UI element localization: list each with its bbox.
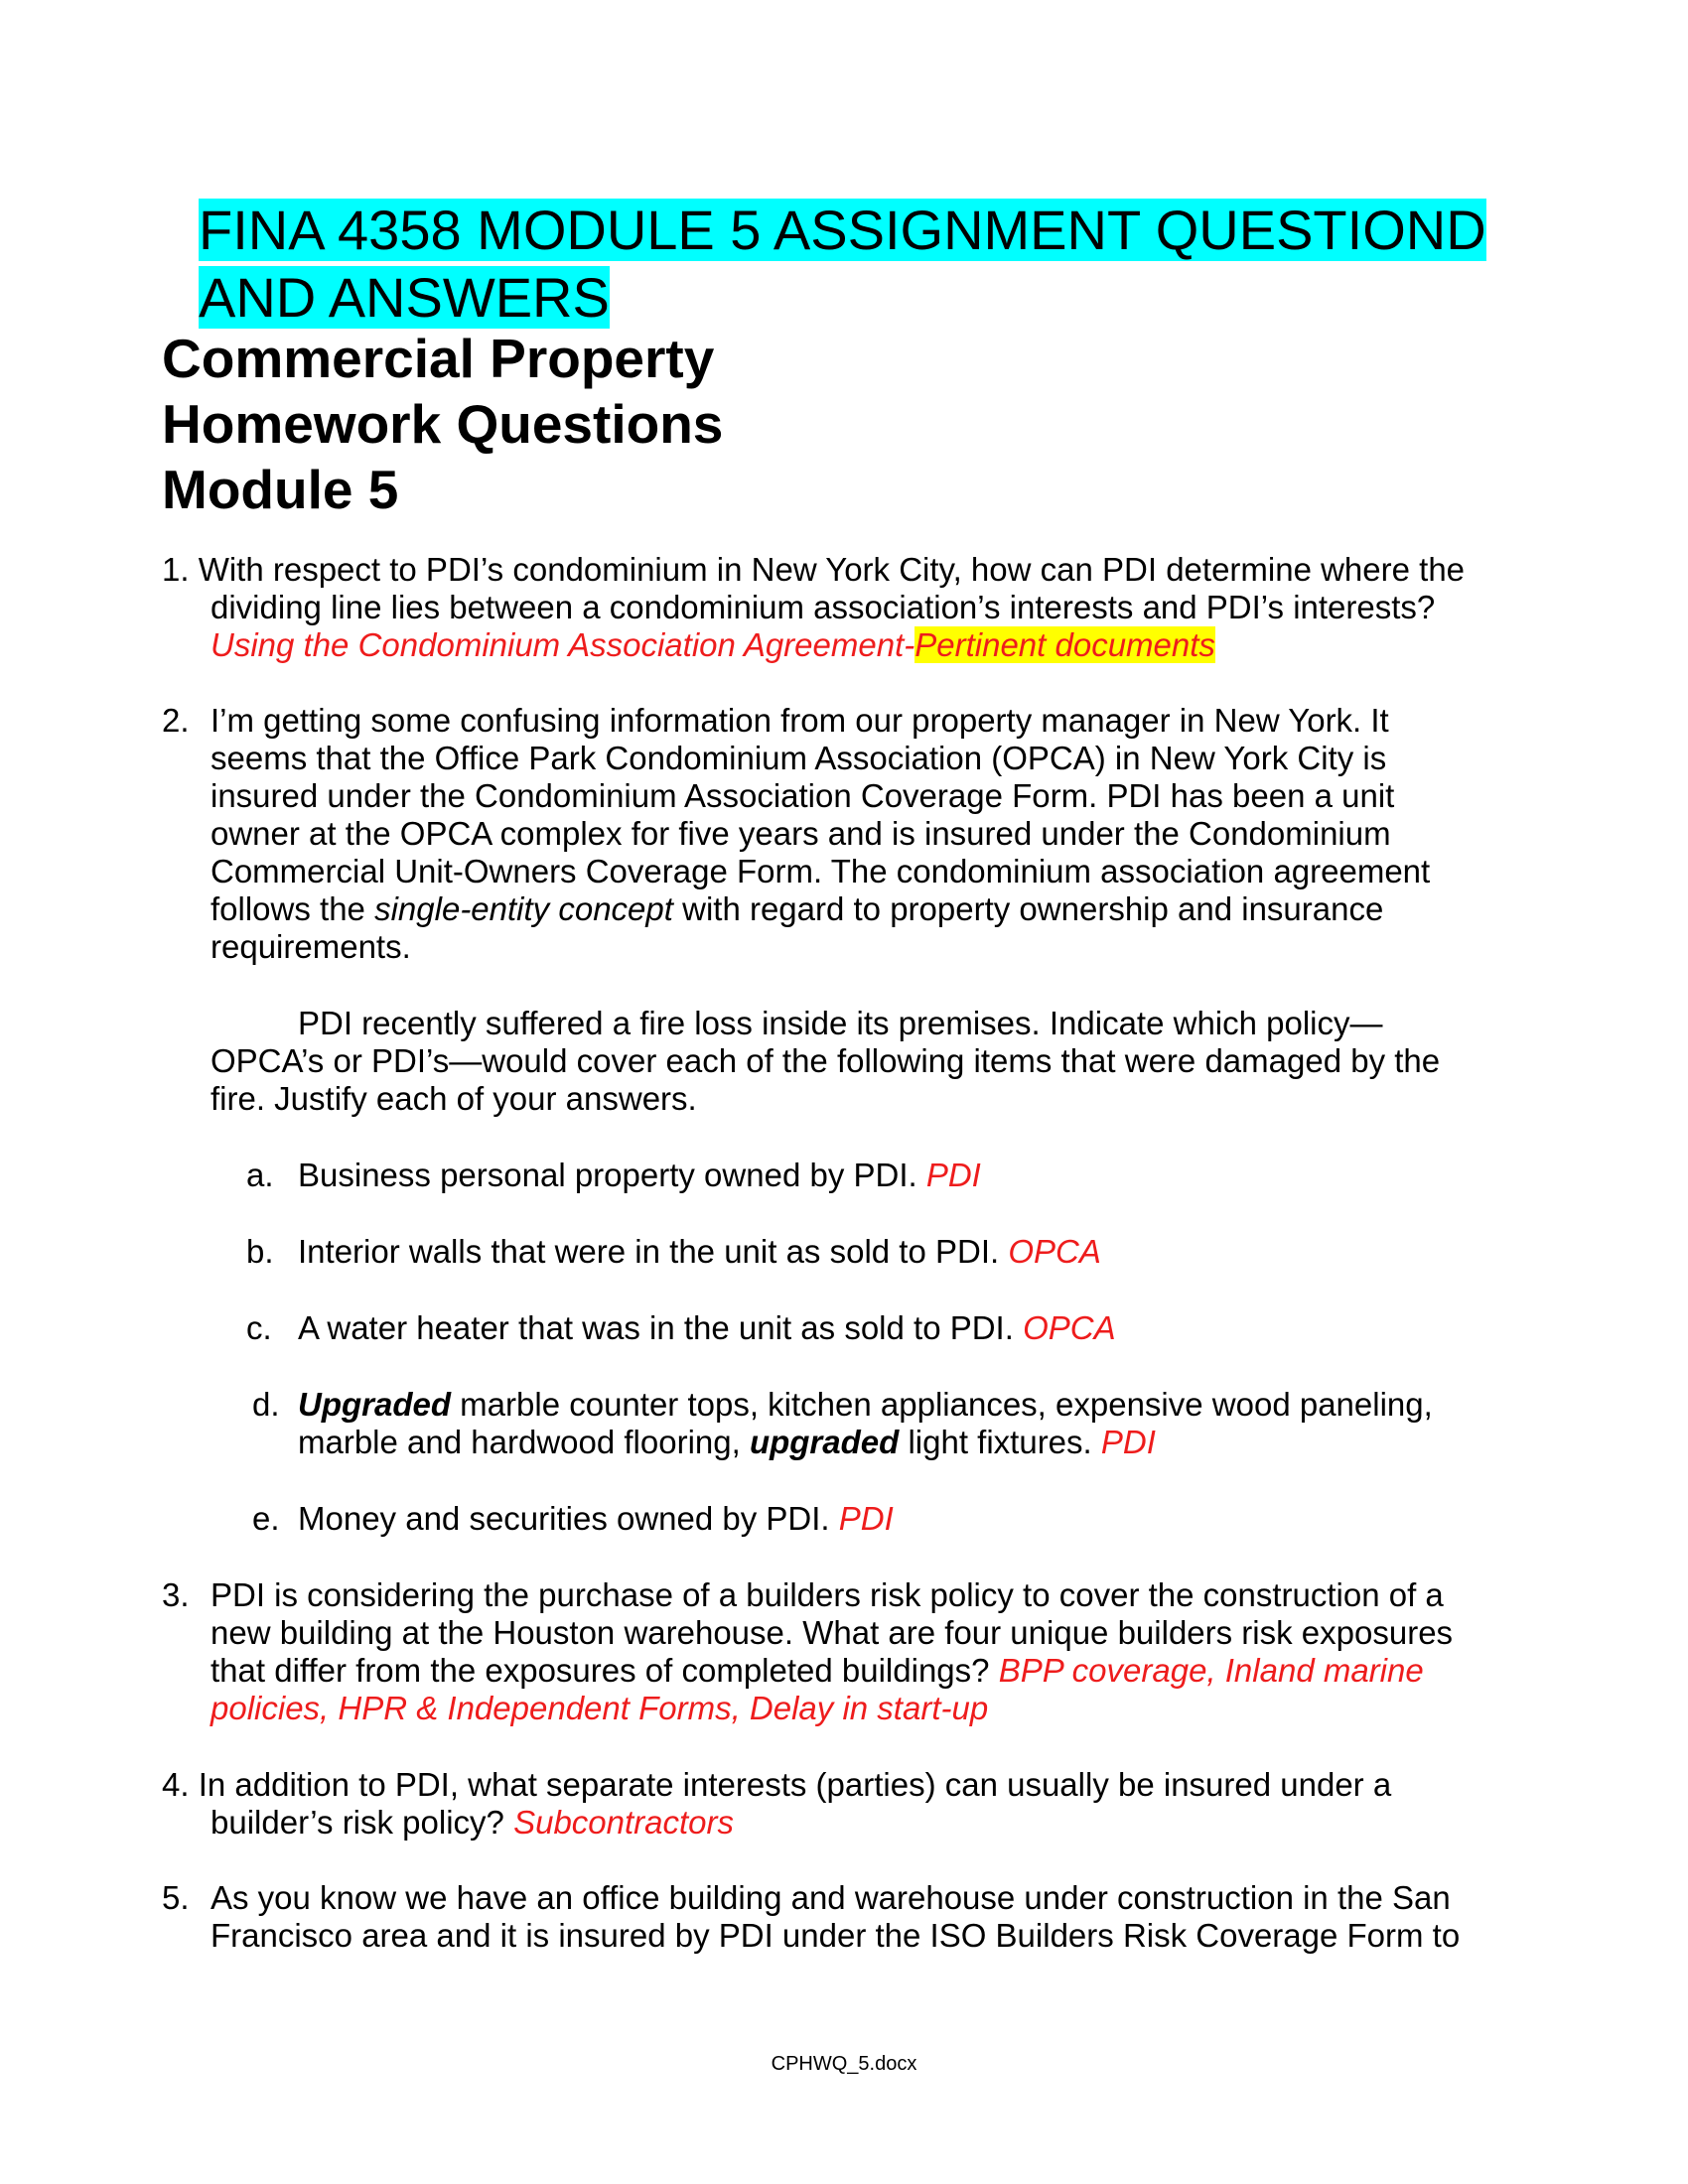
title-line-2: AND ANSWERS: [199, 266, 610, 329]
q3-line-1: PDI is considering the purchase of a builders risk policy to cover the construction of a: [211, 1576, 1444, 1613]
q2-single-entity-concept: single-entity concept: [374, 890, 673, 927]
item-b-label: b.: [246, 1233, 274, 1270]
item-e-text: Money and securities owned by PDI.: [298, 1500, 839, 1537]
item-d-line-2: [298, 1424, 1156, 1461]
item-b-answer: OPCA: [1008, 1233, 1101, 1270]
item-d-text-3: light fixtures.: [899, 1424, 1101, 1460]
heading-commercial-property: Commercial Property: [162, 328, 715, 389]
q1-line-2: dividing line lies between a condominium association’s interests and PDI’s interests?: [211, 589, 1436, 625]
item-b-text: Interior walls that were in the unit as sold to PDI.: [298, 1233, 1009, 1270]
q4-line-2-text: builder’s risk policy?: [211, 1804, 514, 1841]
q2-line-6: [211, 890, 1383, 928]
footer-filename: CPHWQ_5.docx: [771, 2053, 917, 2075]
q2-number: 2.: [162, 702, 190, 739]
q2-line-5: Commercial Unit-Owners Coverage Form. The condominium association agreement: [211, 853, 1431, 889]
title-banner: [199, 197, 1489, 332]
q3-line-3: [211, 1652, 1424, 1690]
item-e: [298, 1500, 894, 1538]
title-line-1: FINA 4358 MODULE 5 ASSIGNMENT QUESTIOND: [199, 199, 1486, 261]
item-e-answer: PDI: [838, 1500, 894, 1537]
item-d-text-1: marble counter tops, kitchen appliances, expensive wood paneling,: [451, 1386, 1433, 1423]
q2-paragraph-2-line-1: PDI recently suffered a fire loss inside its premises. Indicate which policy—: [298, 1005, 1383, 1041]
q1-answer-part-1: Using the Condominium Association Agreement-: [211, 626, 915, 663]
item-d-line-1: [298, 1386, 1433, 1424]
heading-homework-questions: Homework Questions: [162, 393, 724, 455]
q1-answer-part-2: Pertinent documents: [914, 626, 1215, 663]
q2-line-2: seems that the Office Park Condominium Association (OPCA) in New York City is: [211, 740, 1387, 776]
q2-line-4: owner at the OPCA complex for five years and is insured under the Condominium: [211, 815, 1391, 852]
q3-line-3-text: that differ from the exposures of completed buildings?: [211, 1652, 999, 1689]
q2-line-6-post: with regard to property ownership and insurance: [672, 890, 1384, 927]
item-e-label: e.: [252, 1500, 280, 1537]
q5-number: 5.: [162, 1879, 190, 1916]
q3-number: 3.: [162, 1576, 190, 1613]
q2-line-7: requirements.: [211, 928, 411, 965]
q5-line-2: Francisco area and it is insured by PDI under the ISO Builders Risk Coverage Form to: [211, 1917, 1461, 1954]
item-a: [298, 1157, 981, 1194]
q4-answer: Subcontractors: [513, 1804, 735, 1841]
q2-line-3: insured under the Condominium Association Coverage Form. PDI has been a unit: [211, 777, 1395, 814]
q1-line-1: 1. With respect to PDI’s condominium in New York City, how can PDI determine where the: [162, 551, 1466, 588]
item-d-text-2: marble and hardwood flooring,: [298, 1424, 750, 1460]
q4-line-2: [211, 1804, 734, 1842]
item-a-text: Business personal property owned by PDI.: [298, 1157, 926, 1193]
item-d-upgraded-2: upgraded: [749, 1424, 900, 1460]
item-b: [298, 1233, 1101, 1271]
q3-answer-line-1: BPP coverage, Inland marine: [998, 1652, 1424, 1689]
q2-paragraph-2-line-3: fire. Justify each of your answers.: [211, 1080, 697, 1117]
item-a-answer: PDI: [925, 1157, 981, 1193]
item-c-label: c.: [246, 1309, 272, 1346]
q1-answer: [211, 626, 1215, 664]
q2-line-1: I’m getting some confusing information from our property manager in New York. It: [211, 702, 1389, 739]
item-d-answer: PDI: [1100, 1424, 1156, 1460]
q2-paragraph-2-line-2: OPCA’s or PDI’s—would cover each of the following items that were damaged by the: [211, 1042, 1441, 1079]
q3-answer-line-2: policies, HPR & Independent Forms, Delay in start-up: [211, 1690, 989, 1726]
item-c-answer: OPCA: [1023, 1309, 1116, 1346]
heading-module: Module 5: [162, 459, 399, 520]
item-a-label: a.: [246, 1157, 274, 1193]
q3-line-2: new building at the Houston warehouse. What are four unique builders risk exposures: [211, 1614, 1454, 1651]
item-c-text: A water heater that was in the unit as sold to PDI.: [298, 1309, 1024, 1346]
q4-line-1: 4. In addition to PDI, what separate interests (parties) can usually be insured under a: [162, 1766, 1392, 1803]
item-d-upgraded-1: Upgraded: [298, 1386, 452, 1423]
q2-line-6-pre: follows the: [211, 890, 375, 927]
item-c: [298, 1309, 1116, 1347]
item-d-label: d.: [252, 1386, 280, 1423]
q5-line-1: As you know we have an office building and warehouse under construction in the San: [211, 1879, 1451, 1916]
